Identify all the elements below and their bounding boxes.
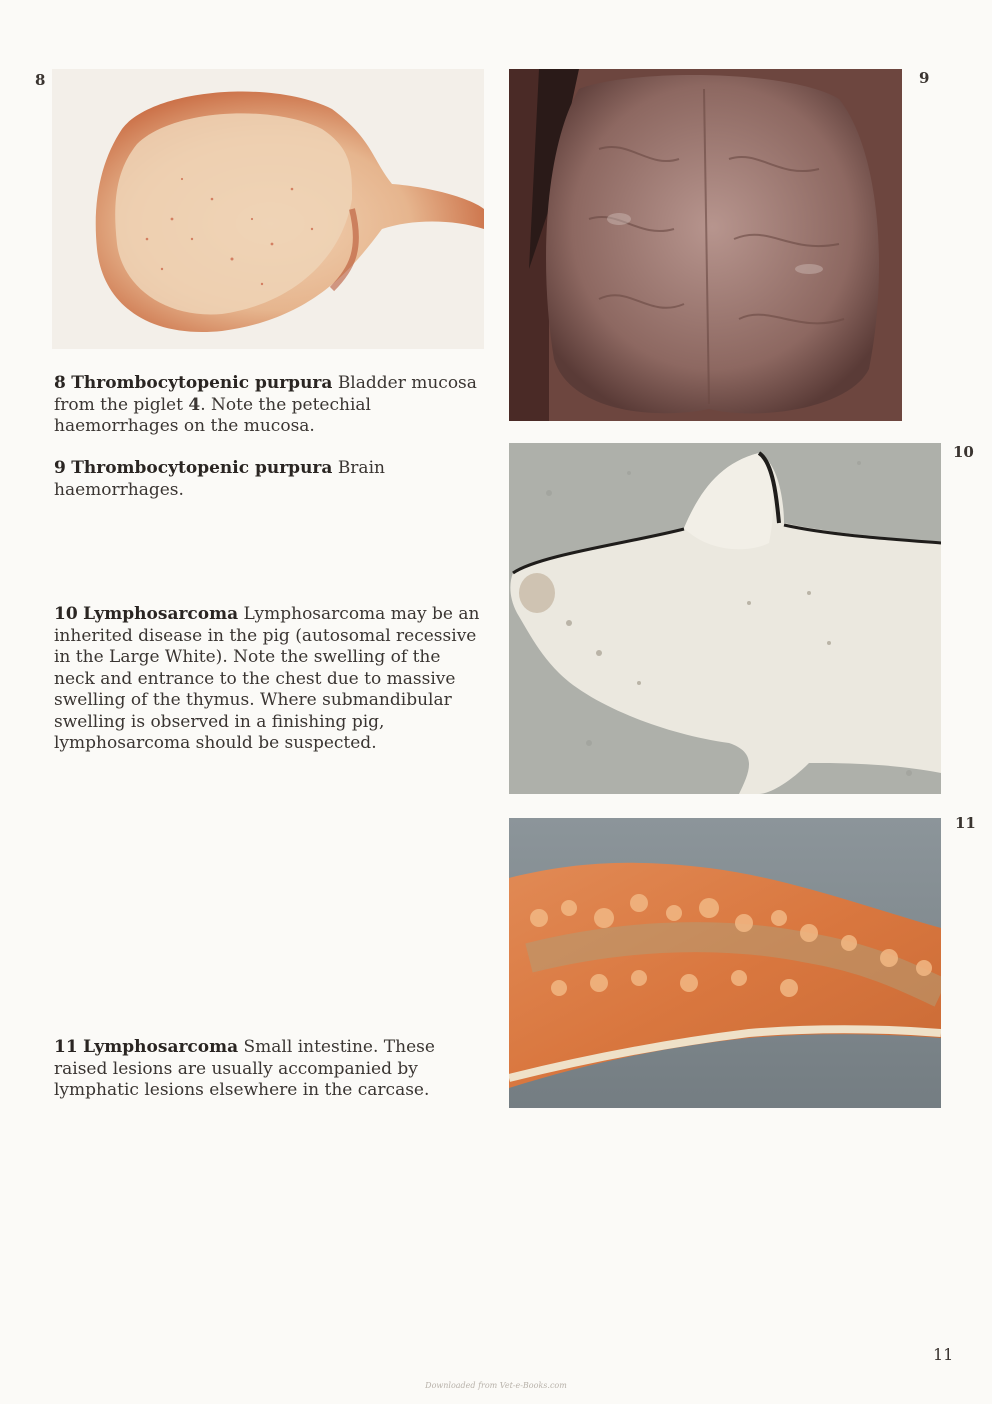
- page-number: 11: [933, 1345, 954, 1364]
- caption-number: 11: [54, 1037, 78, 1057]
- caption-number: 10: [54, 604, 78, 624]
- caption-figure-9: [54, 458, 484, 501]
- caption-text: . Note the petechial haemorrhages on the mucosa.: [54, 394, 371, 436]
- caption-text: Brain haemorrhages.: [54, 458, 385, 500]
- caption-number: 8: [54, 373, 66, 393]
- caption-figure-reference: 4: [188, 394, 201, 415]
- footer-watermark: Downloaded from Vet-e-Books.com: [425, 1381, 567, 1390]
- caption-text: Bladder mucosa from the piglet: [54, 373, 477, 415]
- caption-title: Lymphosarcoma: [83, 604, 239, 624]
- caption-text: Lymphosarcoma may be an inherited disease in the pig (autosomal recessive in the Large White). Note the swelling of the neck and entrance to the chest due to massive swelling of the thymus. Where submandibular swelling is observed in a finishing pig, lymphosarcoma should be suspected.: [54, 604, 480, 753]
- caption-figure-10: [54, 604, 484, 755]
- caption-figure-11: [54, 1037, 484, 1102]
- photo-piglet-neck-swelling: [509, 443, 941, 794]
- figure-number-8: 8: [35, 71, 46, 89]
- caption-title: Thrombocytopenic purpura: [71, 373, 333, 393]
- figure-number-9: 9: [919, 69, 930, 87]
- caption-title: Thrombocytopenic purpura: [71, 458, 333, 478]
- figure-number-11: 11: [955, 814, 976, 832]
- caption-figure-8: [54, 373, 484, 438]
- figure-number-10: 10: [953, 443, 974, 461]
- caption-text: Small intestine. These raised lesions are usually accompanied by lymphatic lesions elsewhere in the carcase.: [54, 1037, 435, 1100]
- caption-number: 9: [54, 458, 66, 478]
- photo-bladder-mucosa: [52, 69, 484, 349]
- photo-brain-haemorrhages: [509, 69, 902, 421]
- photo-small-intestine-lesions: [509, 818, 941, 1108]
- caption-title: Lymphosarcoma: [83, 1037, 239, 1057]
